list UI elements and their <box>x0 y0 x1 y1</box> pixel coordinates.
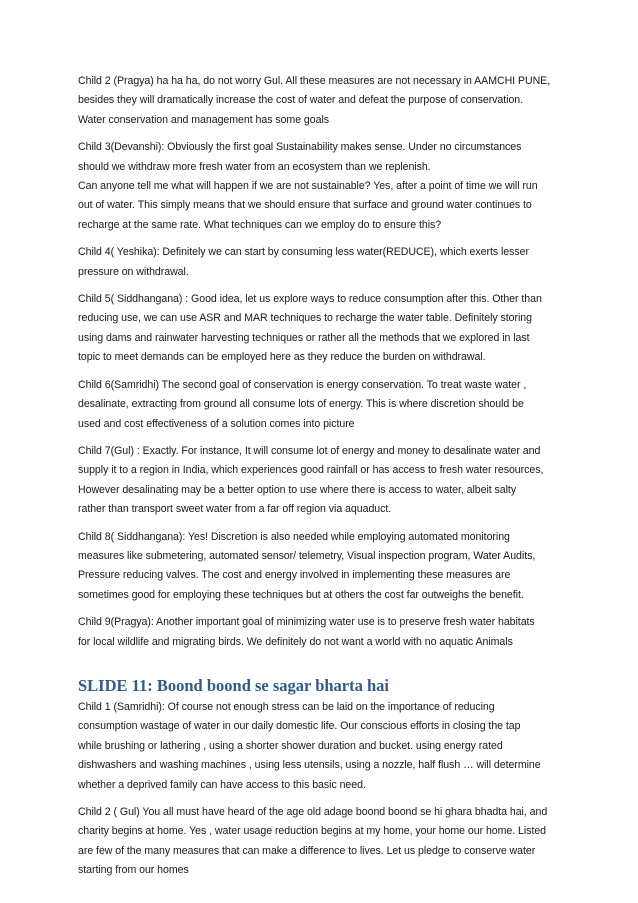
dialogue-paragraph <box>78 72 564 130</box>
text-line: out of water. This simply means that we should ensure that surface and ground water continues to <box>78 199 532 212</box>
text-line: are few of the many measures that can make a difference to lives. Let us pledge to conserve water <box>78 844 536 857</box>
text-line: Child 2 (Pragya) ha ha ha, do not worry Gul. All these measures are not necessary in AAMCHI PUNE, <box>78 75 551 87</box>
text-line: desalinate, extracting from ground all consume lots of energy. This is where discretion should be <box>78 398 524 411</box>
text-line: while brushing or lathering , using a shorter shower duration and bucket. using energy rated <box>78 739 503 752</box>
text-line: using dams and rainwater harvesting techniques or rather all the methods that we explored in last <box>78 331 530 344</box>
text-line: Child 3(Devanshi): Obviously the first goal Sustainability makes sense. Under no circumstances <box>78 141 522 154</box>
text-line: Child 8( Siddhangana): Yes! Discretion is also needed while employing automated monitoring <box>78 530 510 543</box>
text-line: reducing use, we can use ASR and MAR techniques to recharge the water table. Definitely storing <box>78 312 532 325</box>
text-line: recharge at the same rate. What techniques can we employ do to ensure this? <box>78 218 442 231</box>
text-line: Water conservation and management has some goals <box>78 113 330 126</box>
dialogue-section-top <box>78 72 564 652</box>
text-line: Child 6(Samridhi) The second goal of conservation is energy conservation. To treat waste water , <box>78 378 527 391</box>
text-line: whether a deprived family can have access to this basic need. <box>78 778 366 791</box>
text-line: charity begins at home. Yes , water usage reduction begins at my home, your home our home. Listed <box>78 825 547 838</box>
dialogue-paragraph <box>78 442 564 520</box>
text-line: topic to meet demands can be employed here as they reduce the burden on withdrawal. <box>78 351 486 364</box>
dialogue-paragraph <box>78 698 564 795</box>
text-line: starting from our homes <box>78 864 189 877</box>
text-line: used and cost effectiveness of a solution comes into picture <box>78 417 355 430</box>
text-line: supply it to a region in India, which experiences good rainfall or has access to fresh water resources, <box>78 464 544 477</box>
text-line: besides they will dramatically increase the cost of water and defeat the purpose of conservation. <box>78 94 524 107</box>
text-line: Child 4( Yeshika): Definitely we can start by consuming less water(REDUCE), which exerts lesser <box>78 246 529 259</box>
text-line: Child 5( Siddhangana) : Good idea, let us explore ways to reduce consumption after this. Other than <box>78 293 542 306</box>
text-line: Child 7(Gul) : Exactly. For instance, It will consume lot of energy and money to desalinate water and <box>78 444 541 457</box>
dialogue-paragraph <box>78 613 564 652</box>
text-line: should we withdraw more fresh water from an ecosystem than we replenish. <box>78 160 431 173</box>
dialogue-paragraph <box>78 290 564 368</box>
text-line: rather than transport sweet water from a far off region via aquaduct. <box>78 503 392 516</box>
dialogue-paragraph <box>78 243 564 282</box>
text-line: However desalinating may be a better option to use where there is access to water, albeit salty <box>78 483 517 496</box>
text-line: Child 2 ( Gul) You all must have heard of the age old adage boond boond se hi ghara bhadta hai, and <box>78 806 548 818</box>
dialogue-paragraph <box>78 138 564 235</box>
text-line: sometimes good for employing these techniques but at others the cost far outweighs the benefit. <box>78 588 524 601</box>
dialogue-section-bottom <box>78 698 564 881</box>
text-line: Pressure reducing valves. The cost and energy involved in implementing these measures are <box>78 569 511 582</box>
text-line: Can anyone tell me what will happen if we are not sustainable? Yes, after a point of time we will run <box>78 180 538 193</box>
text-line: measures like submetering, automated sensor/ telemetry, Visual inspection program, Water Audits, <box>78 549 536 562</box>
text-line: Child 9(Pragya): Another important goal of minimizing water use is to preserve fresh water habitats <box>78 616 535 629</box>
slide-heading: SLIDE 11: Boond boond se sagar bharta hai <box>78 675 389 695</box>
text-line: Child 1 (Samridhi): Of course not enough stress can be laid on the importance of reducing <box>78 700 495 713</box>
dialogue-paragraph <box>78 803 564 881</box>
text-line: consumption wastage of water in our daily domestic life. Our conscious efforts in closing the tap <box>78 720 521 733</box>
dialogue-paragraph <box>78 528 564 606</box>
text-line: dishwashers and washing machines , using less utensils, using a nozzle, half flush … will determine <box>78 759 541 772</box>
text-line: for local wildlife and migrating birds. We definitely do not want a world with no aquatic Animals <box>78 635 513 648</box>
document-page <box>78 72 564 889</box>
dialogue-paragraph <box>78 376 564 434</box>
text-line: pressure on withdrawal. <box>78 265 189 278</box>
